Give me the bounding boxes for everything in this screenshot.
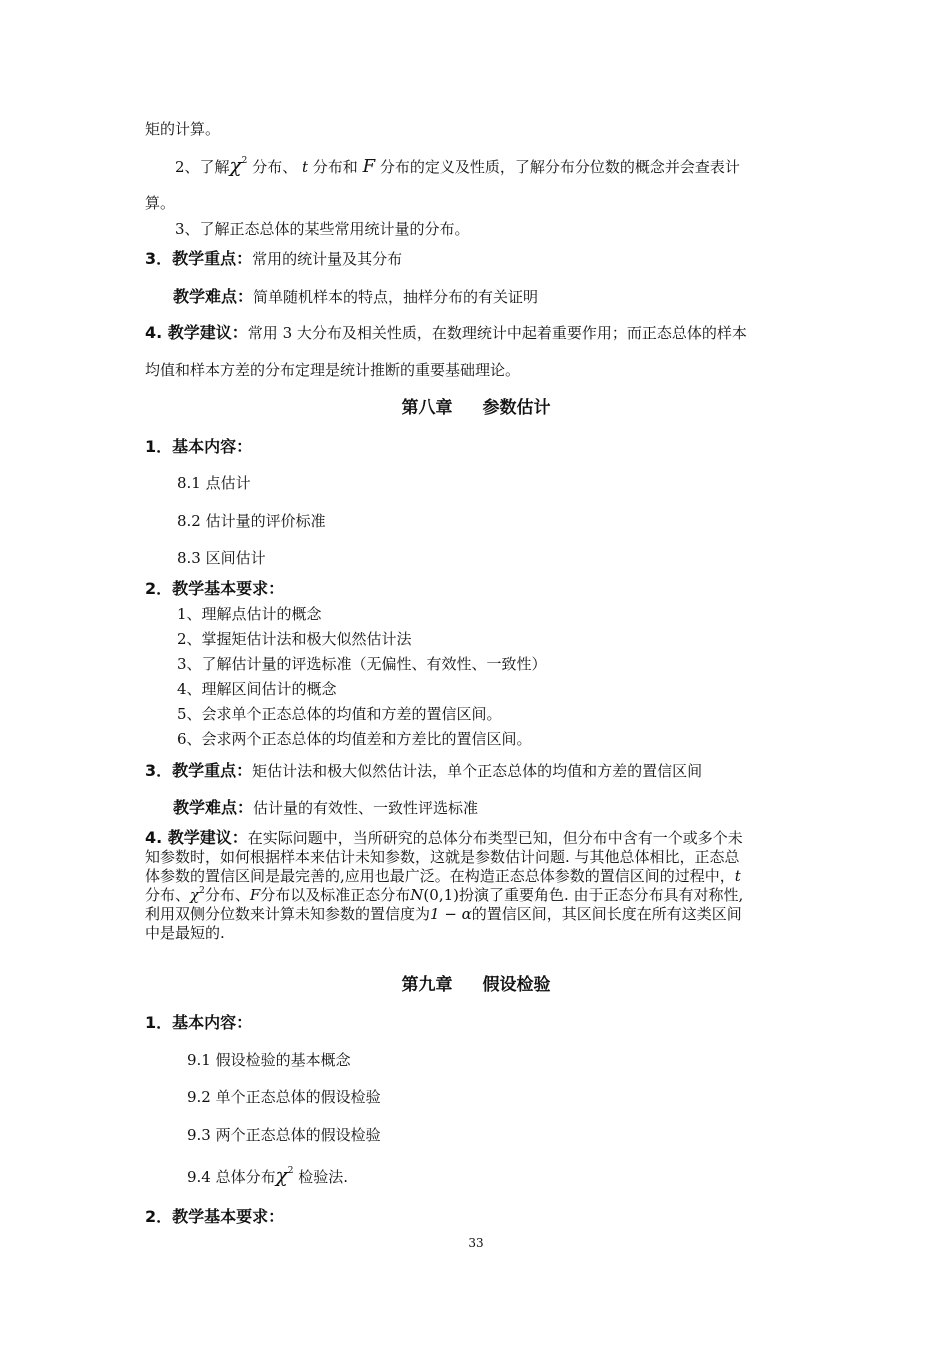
teaching-advice-paragraph xyxy=(145,828,809,943)
text-line: 矩的计算。 xyxy=(145,120,221,138)
text-fragment: 分布、 xyxy=(204,886,250,904)
superscript: 2 xyxy=(287,1166,294,1176)
text-fragment: 9.4 总体分布 xyxy=(187,1168,276,1186)
text-fragment: 分布、 xyxy=(252,158,298,176)
section-heading: 3．教学重点： xyxy=(145,249,253,268)
list-item: 3、了解估计量的评选标准（无偏性、有效性、一致性） xyxy=(177,655,547,673)
section-heading: 2．教学基本要求： xyxy=(145,579,285,598)
list-item: 9.2 单个正态总体的假设检验 xyxy=(187,1088,381,1106)
section-heading: 4. 教学建议： xyxy=(145,828,248,847)
chapter-title xyxy=(0,974,952,996)
teaching-difficulty xyxy=(173,287,538,307)
superscript: 2 xyxy=(199,886,205,896)
list-item xyxy=(187,1162,348,1190)
f-symbol: F xyxy=(249,886,261,904)
page-number: 33 xyxy=(468,1236,484,1250)
chapter-number: 第八章 xyxy=(401,398,453,418)
text-fragment: 估计量的有效性、一致性评选标准 xyxy=(253,799,479,817)
n-argument: (0,1) xyxy=(423,886,459,904)
chi-symbol: χ xyxy=(275,1163,288,1187)
list-item: 4、理解区间估计的概念 xyxy=(177,680,337,698)
teaching-difficulty xyxy=(173,798,478,818)
paragraph-line xyxy=(145,905,809,924)
text-fragment: 利用双侧分位数来计算未知参数的置信度为 xyxy=(145,905,431,923)
list-item: 8.3 区间估计 xyxy=(177,549,266,567)
teaching-advice xyxy=(145,323,747,343)
paragraph-line: 知参数时，如何根据样本来估计未知参数，这就是参数估计问题. 与其他总体相比，正态总 xyxy=(145,848,740,866)
superscript: 2 xyxy=(241,156,248,166)
paragraph-line xyxy=(145,886,809,905)
text-fragment: 常用的统计量及其分布 xyxy=(252,250,403,268)
list-item: 2、掌握矩估计法和极大似然估计法 xyxy=(177,630,412,648)
list-item: 8.1 点估计 xyxy=(177,474,251,492)
section-heading: 1．基本内容： xyxy=(145,1013,253,1032)
text-fragment: 常用 3 大分布及相关性质，在数理统计中起着重要作用；而正态总体的样本 xyxy=(247,324,747,342)
list-item: 9.1 假设检验的基本概念 xyxy=(187,1051,351,1069)
t-symbol: t xyxy=(734,867,741,885)
text-fragment: 简单随机样本的特点，抽样分布的有关证明 xyxy=(253,288,539,306)
n-symbol: N xyxy=(410,886,424,904)
text-fragment: 扮演了重要角色. 由于正态分布具有对称性, xyxy=(458,886,744,904)
text-fragment: 的置信区间，其区间长度在所有这类区间 xyxy=(471,905,742,923)
paragraph-line xyxy=(145,867,809,886)
text-fragment: 检验法. xyxy=(298,1168,349,1186)
list-item: 9.3 两个正态总体的假设检验 xyxy=(187,1126,381,1144)
chapter-name: 假设检验 xyxy=(482,975,551,995)
section-heading: 教学难点： xyxy=(173,798,254,817)
list-item: 5、会求单个正态总体的均值和方差的置信区间。 xyxy=(177,705,502,723)
chi-symbol: χ xyxy=(229,153,242,177)
text-line: 均值和样本方差的分布定理是统计推断的重要基础理论。 xyxy=(145,361,521,379)
chapter-title xyxy=(0,397,952,419)
chapter-name: 参数估计 xyxy=(482,398,551,418)
f-symbol: F xyxy=(362,156,376,177)
section-heading: 2．教学基本要求： xyxy=(145,1207,285,1226)
text-fragment: 分布的定义及性质，了解分布分位数的概念并会查表计 xyxy=(379,158,740,176)
text-fragment: 分布和 xyxy=(312,158,358,176)
paragraph-line xyxy=(145,828,809,848)
text-line: 算。 xyxy=(145,194,176,212)
section-heading: 1．基本内容： xyxy=(145,437,253,456)
text-line xyxy=(175,152,740,180)
list-item: 8.2 估计量的评价标准 xyxy=(177,512,326,530)
section-heading: 教学难点： xyxy=(173,287,254,306)
paragraph-line: 中是最短的. xyxy=(145,924,225,942)
text-fragment: 在实际问题中，当所研究的总体分布类型已知，但分布中含有一个或多个未 xyxy=(247,829,743,847)
chapter-number: 第九章 xyxy=(401,975,453,995)
t-symbol: t xyxy=(301,158,309,176)
section-heading: 4. 教学建议： xyxy=(145,323,248,342)
text-line: 3、了解正态总体的某些常用统计量的分布。 xyxy=(175,220,470,238)
text-fragment: 分布以及标准正态分布 xyxy=(260,886,411,904)
text-fragment: 分布、 xyxy=(145,886,191,904)
confidence-expression: 1 − α xyxy=(430,905,472,923)
text-fragment: 2、了解 xyxy=(175,158,230,176)
text-fragment: 体参数的置信区间是最完善的,应用也最广泛。在构造正态总体参数的置信区间的过程中， xyxy=(145,867,735,885)
teaching-focus xyxy=(145,761,702,781)
section-heading: 3．教学重点： xyxy=(145,761,253,780)
chi-symbol: χ xyxy=(190,886,200,904)
text-fragment: 矩估计法和极大似然估计法，单个正态总体的均值和方差的置信区间 xyxy=(252,762,703,780)
list-item: 1、理解点估计的概念 xyxy=(177,605,322,623)
list-item: 6、会求两个正态总体的均值差和方差比的置信区间。 xyxy=(177,730,532,748)
teaching-focus xyxy=(145,249,402,269)
